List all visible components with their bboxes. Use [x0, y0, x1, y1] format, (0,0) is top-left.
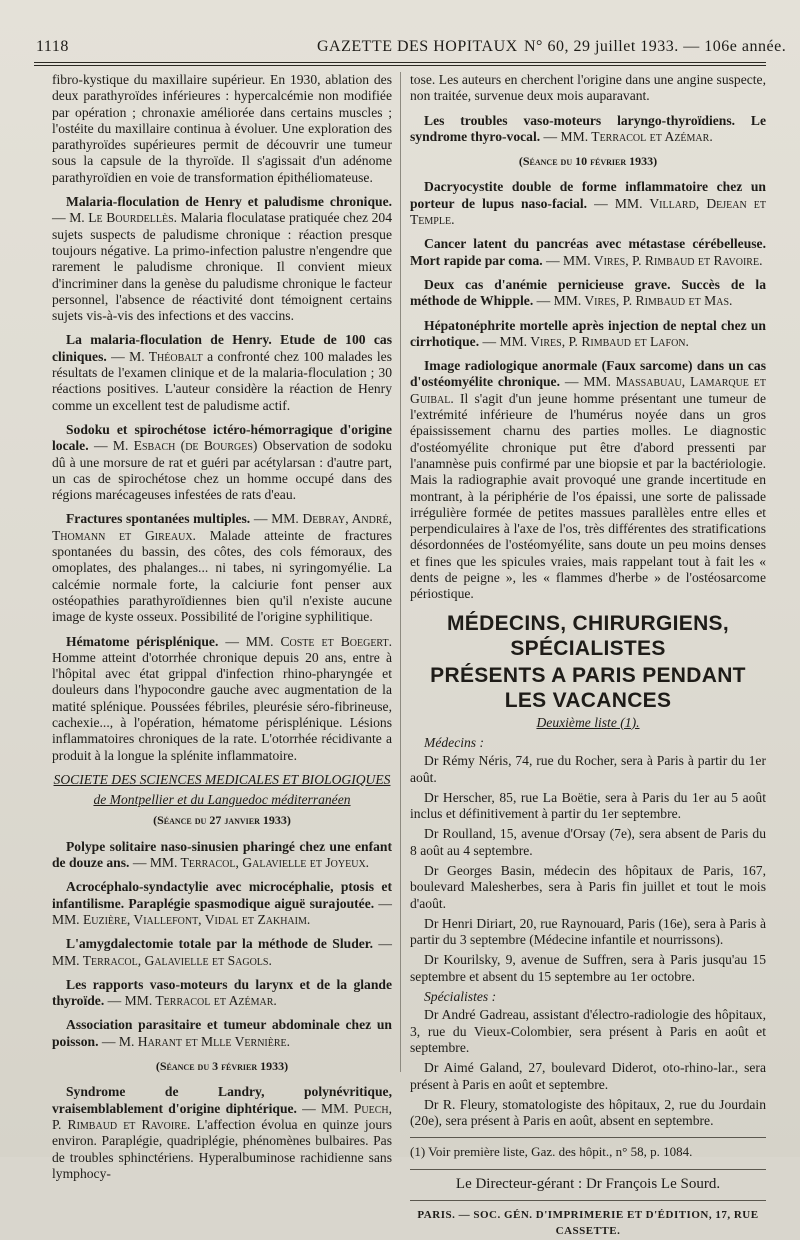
- report-entry: Image radiologique anormale (Faux sarcome) dans un cas d'ostéomyélite chronique. — MM. Massabuau, Lamarque et Guibal. Il s'agit d'un jeune homme présentant une tumeur de l'extrémité inférieure de l'humérus noyée dans un gros épaississement charnu des parties molles. Le diagnostic d'ostéomyélite chronique put être d'abord pressenti par l'anamnèse puis confirmé par une biopsie et par la bactériologie. Mais la radiographie avait provoqué une grande incertitude en montrant, à la périphérie de l'os épaissi, une sorte de palissade irrégulière formée de petites massues parallèles entre elles et perpendiculaires à l'axe de l'os, très différentes des stratifications désordonnées de l'ostéomyélite, sans doute un peu moins denses et fines que les spicules vraies, mais rappelant tout à fait les « dents de peigne », les « flammes d'herbe » de l'ostéosarcome périostique.: [410, 358, 767, 602]
- category-specialistes: Spécialistes :: [424, 989, 497, 1005]
- page-number: 1118: [36, 38, 69, 55]
- specialist-entry: Dr Aimé Galand, 27, boulevard Diderot, oto-rhino-lar., sera présent à Paris en août et septembre.: [410, 1060, 766, 1092]
- list-number: Deuxième liste (1).: [536, 714, 640, 730]
- entry-body: Malade atteinte de fractures spontanées du bassin, des côtes, des cols fémoraux, des omoplates, des phalanges... ni tabes, ni syringomyélie. La calcémie normale forte, la calciurie font penser aux ostéopathies parathyroïdiennes bien qu'il n'existe aucune image de kyste osseux. Possibilité de l'origine syphilitique.: [52, 527, 392, 625]
- specialist-entry: Dr R. Fleury, stomatologiste des hôpitaux, 2, rue du Jourdain (20e), sera présent à Paris en août, absent en septembre.: [410, 1096, 766, 1129]
- report-entry: Dacryocystite double de forme inflammatoire chez un porteur de lupus naso-facial. — MM. Villard, Dejean et Temple.: [410, 179, 767, 228]
- entry-title: Cancer latent du pancréas avec métastase cérébelleuse. Mort rapide par coma.: [410, 236, 766, 268]
- doctor-entry: Dr Henri Diriart, 20, rue Raynouard, Paris (16e), sera à Paris à partir du 3 septembre (Médecine infantile et nourrissons).: [410, 915, 766, 948]
- entry-title: Sodoku et spirochétose ictéro-hémorragique d'origine locale.: [52, 421, 392, 454]
- doctor-entry: Dr Kourilsky, 9, avenue de Suffren, sera à Paris jusqu'au 15 septembre et absent du 15 septembre au 1er octobre.: [410, 952, 766, 984]
- report-entry: Syndrome de Landry, polynévritique, vraisemblablement d'origine diphtérique. — MM. Puech, P. Rimbaud et Ravoire. L'affection évolua en quinze jours environ. Paraplégie, quadriplégie, phénomènes bulbaires. Pas de troubles sphinctériens. Hyperalbuminose rachidienne sans lymphocy-: [52, 1084, 393, 1181]
- report-entry: La malaria-floculation de Henry. Etude de 100 cas cliniques. — M. Théobalt a confronté chez 100 malades les résultats de l'examen clinique et de la malaria-floculation ; 30 réactions positives. L'auteur considère la réaction de Henry comme un excellent test de paludisme actif.: [52, 332, 393, 413]
- entry-authors: M. Le Bourdellès.: [69, 210, 178, 226]
- vacation-list-heading: MÉDECINS, CHIRURGIENS, SPÉCIALISTES: [447, 611, 729, 660]
- report-entry: Acrocéphalo-syndactylie avec microcéphalie, ptosis et infantilisme. Paraplégie spasmodique aiguë surajoutée. — MM. Euzière, Viallefont, Vidal et Zakhaim.: [52, 879, 392, 927]
- entry-authors: MM. Terracol, Galavielle et Joyeux.: [149, 855, 370, 871]
- entry-title: Les rapports vaso-moteurs du larynx et de la glande thyroïde.: [52, 976, 392, 1009]
- entry-authors: MM. Debray, André, Thomann et Gireaux.: [52, 511, 393, 543]
- issue-info: N° 60, 29 juillet 1933. — 106e année.: [524, 38, 787, 55]
- society-title: SOCIETE DES SCIENCES MEDICALES ET BIOLOGIQUES: [53, 771, 391, 787]
- entry-title: Les troubles vaso-moteurs laryngo-thyroïdiens. Le syndrome thyro-vocal.: [410, 112, 766, 144]
- entry-title: Polype solitaire naso-sinusien pharingé chez une enfant de douze ans.: [52, 838, 392, 871]
- entry-body: Il s'agit d'un jeune homme présentant une tumeur de l'extrémité inférieure de l'humérus noyée dans un gros épaississement charnu des parties molles. Le diagnostic d'ostéomyélite chronique put être d'abord pressenti par l'anamnèse puis confirmé par une biopsie et par la bactériologie. Mais la radiographie avait provoqué une grande incertitude en montrant, à la périphérie de l'os épaissi, une sorte de palissade irrégulière formée de petites massues parallèles entre elles et perpendiculaires à l'axe de l'os, très différentes des stratifications désordonnées de l'ostéomyélite, sans doute un peu moins denses et fines que les spicules vraies, mais rappelant tout à fait les « dents de peigne », les « flammes d'herbe » de l'ostéosarcome périostique.: [410, 390, 766, 602]
- entry-title: Image radiologique anormale (Faux sarcome) dans un cas d'ostéomyélite chronique.: [410, 358, 766, 390]
- entry-body: Observation de sodoku dû à une morsure de rat et guéri par acétylarsan : d'autre part, un cas de spirochétose chez un homme occupé dans des régions marécageuses infestées de rats d'eau.: [52, 438, 392, 503]
- entry-body: Homme atteint d'otorrhée chronique depuis 20 ans, entre à l'hôpital avec état grippal d'infection rhino-pharyngée et douleurs dans l'hypocondre gauche avec augmentation de la matité splénique. Poussées fébriles, pleurésie séro-fibrineuse, cachexie..., à l'opération, hématome périsplénique. Lésions inflammatoires chroniques de la rate. L'otorrhée récidivante a produit à la longue la splénite inflammatoire.: [52, 649, 392, 763]
- entry-title: L'amygdalectomie totale par la méthode de Sluder.: [66, 936, 373, 952]
- category-medecins: Médecins :: [424, 734, 485, 750]
- entry-authors: MM. Puech, P. Rimbaud et Ravoire.: [52, 1100, 392, 1132]
- header-rule: [34, 62, 766, 66]
- continued-paragraph: fibro-kystique du maxillaire supérieur. En 1930, ablation des deux parathyroïdes inférieures : hypercalcémie non modifiée par opération ; chronaxie améliorée dans certains muscles ; l'ostéite du maxillaire continua à évoluer. Une exploration des parathyroïdes supérieures permit de découvrir une tumeur sous la capsule de la thyroïde. Il s'agissait d'un adénome parathyroïdien en voie de transformation épithéliomateuse.: [52, 72, 392, 185]
- report-entry: L'amygdalectomie totale par la méthode de Sluder. — MM. Terracol, Galavielle et Sagols.: [52, 936, 392, 968]
- entry-authors: MM. Massabuau, Lamarque et Guibal.: [410, 374, 767, 406]
- entry-authors: MM. Terracol, Galavielle et Sagols.: [52, 952, 272, 968]
- report-entry: Sodoku et spirochétose ictéro-hémorragique d'origine locale. — M. Esbach (de Bourges) Observation de sodoku dû à une morsure de rat et guéri par acétylarsan : d'autre part, un cas de spirochétose chez un homme occupé dans des régions marécageuses infestées de rats d'eau.: [52, 421, 392, 503]
- entry-title: Syndrome de Landry, polynévritique, vraisemblablement d'origine diphtérique.: [52, 1084, 392, 1116]
- entry-authors: M. Harant et Mlle Vernière.: [118, 1033, 291, 1049]
- entry-title: Deux cas d'anémie pernicieuse grave. Succès de la méthode de Whipple.: [410, 276, 766, 309]
- entry-title: Hématome périsplénique.: [66, 633, 219, 649]
- society-subtitle: de Montpellier et du Languedoc méditerranéen: [93, 792, 351, 808]
- doctor-entry: Dr Roulland, 15, avenue d'Orsay (7e), sera absent de Paris du 8 août au 4 septembre.: [410, 826, 766, 858]
- continued-paragraph: tose. Les auteurs en cherchent l'origine dans une angine suspecte, non traitée, survenue deux mois auparavant.: [410, 72, 766, 104]
- entry-authors: MM. Euzière, Viallefont, Vidal et Zakhaim.: [52, 911, 311, 927]
- entry-authors: M. Théobalt: [129, 348, 203, 364]
- entry-body: a confronté chez 100 malades les résultats de l'examen clinique et de la malaria-floculation ; 30 réactions positives. L'auteur considère la réaction de Henry comme un excellent test de paludisme actif.: [52, 348, 393, 413]
- journal-title: GAZETTE DES HOPITAUX: [317, 38, 518, 55]
- footnote: (1) Voir première liste, Gaz. des hôpit., n° 58, p. 1084.: [410, 1144, 693, 1160]
- entry-authors: MM. Coste et Boegert.: [245, 633, 393, 649]
- specialist-entry: Dr André Gadreau, assistant d'électro-radiologie des hôpitaux, 3, rue du Vieux-Colombier, sera présent à Paris en août et septembre.: [410, 1007, 766, 1055]
- entry-title: Fractures spontanées multiples.: [66, 511, 251, 527]
- column-divider: [400, 72, 401, 1072]
- printer-line: PARIS. — SOC. GÉN. D'IMPRIMERIE ET D'ÉDITION, 17, RUE CASSETTE.: [417, 1209, 759, 1238]
- report-entry: Association parasitaire et tumeur abdominale chez un poisson. — M. Harant et Mlle Vernière.: [52, 1017, 392, 1049]
- printer-rule: [410, 1200, 766, 1201]
- entry-title: Dacryocystite double de forme inflammatoire chez un porteur de lupus naso-facial.: [410, 179, 766, 211]
- director-rule: [410, 1169, 766, 1170]
- page-header: [34, 38, 787, 60]
- report-entry: Polype solitaire naso-sinusien pharingé chez une enfant de douze ans. — MM. Terracol, Galavielle et Joyeux.: [52, 838, 392, 871]
- report-entry: Hépatonéphrite mortelle après injection de neptal chez un cirrhotique. — MM. Vires, P. Rimbaud et Lafon.: [410, 317, 766, 349]
- report-entry: Cancer latent du pancréas avec métastase cérébelleuse. Mort rapide par coma. — MM. Vires, P. Rimbaud et Ravoire.: [410, 236, 766, 268]
- session-date: (Séance du 10 février 1933): [518, 154, 658, 169]
- report-entry: Deux cas d'anémie pernicieuse grave. Succès de la méthode de Whipple. — MM. Vires, P. Rimbaud et Mas.: [410, 276, 766, 309]
- entry-authors: M. Esbach (de Bourges): [112, 438, 258, 454]
- doctor-entry: Dr Rémy Néris, 74, rue du Rocher, sera à Paris à partir du 1er août.: [410, 753, 766, 785]
- entry-title: Association parasitaire et tumeur abdominale chez un poisson.: [52, 1017, 392, 1049]
- entry-title: Acrocéphalo-syndactylie avec microcéphalie, ptosis et infantilisme. Paraplégie spasmodique aiguë surajoutée.: [52, 879, 392, 911]
- entry-body: L'affection évolua en quinze jours environ. Paraplégie, quadriplégie, phénomènes bulbaires. Pas de troubles sphinctériens. Hyperalbuminose rachidienne sans lymphocy-: [52, 1116, 393, 1181]
- director-line: Le Directeur-gérant : Dr François Le Sourd.: [455, 1175, 721, 1192]
- report-entry: Fractures spontanées multiples. — MM. Debray, André, Thomann et Gireaux. Malade atteinte de fractures spontanées du bassin, des côtes, des cols fémoraux, des omoplates, des phalanges... ni tabes, ni syringomyélie. La calcémie normale forte, la calciurie font penser aux ostéopathies parathyroïdiennes bien qu'il n'existe aucune image de kyste osseux. Possibilité de l'origine syphilitique.: [52, 511, 393, 625]
- report-entry: Hématome périsplénique. — MM. Coste et Boegert. Homme atteint d'otorrhée chronique depuis 20 ans, entre à l'hôpital avec état grippal d'infection rhino-pharyngée et douleurs dans l'hypocondre gauche avec augmentation de la matité splénique. Poussées fébriles, pleurésie séro-fibrineuse, cachexie..., à l'opération, hématome périsplénique. Lésions inflammatoires chroniques de la rate. L'otorrhée récidivante a produit à la longue la splénite inflammatoire.: [52, 633, 393, 763]
- session-date: (Séance du 3 février 1933): [155, 1059, 289, 1074]
- entry-authors: MM. Villard, Dejean et Temple.: [410, 195, 767, 228]
- doctor-entry: Dr Herscher, 85, rue La Boëtie, sera à Paris du 1er au 5 août inclus et définitivement à partir du 1er septembre.: [410, 789, 766, 822]
- report-entry: Malaria-floculation de Henry et paludisme chronique. — M. Le Bourdellès. Malaria floculatase pratiquée chez 204 sujets suspects de paludisme chronique : réaction presque toujours négative. La primo-infection palustre n'engendre que rarement le paludisme chronique. Il convient mieux d'incriminer dans la genèse du paludisme chronique le facteur personnel, l'absence de réactivité dont témoignent certains sujets vis-à-vis des infections et des vaccins.: [52, 194, 392, 324]
- report-entry: Les rapports vaso-moteurs du larynx et de la glande thyroïde. — MM. Terracol et Azémar.: [52, 976, 392, 1009]
- entry-authors: MM. Vires, P. Rimbaud et Lafon.: [499, 333, 689, 349]
- entry-body: Malaria floculatase pratiquée chez 204 sujets suspects de paludisme chronique : réaction presque toujours négative. La primo-infection palustre n'engendre que rarement le paludisme chronique. Il convient mieux d'incriminer dans la genèse du paludisme chronique le facteur personnel, l'absence de réactivité dont témoignent certains sujets vis-à-vis des infections et des vaccins.: [52, 210, 392, 324]
- vacation-list-subheading: PRÉSENTS A PARIS PENDANT LES VACANCES: [430, 663, 746, 712]
- footnote-rule: [410, 1137, 766, 1138]
- entry-title: Malaria-floculation de Henry et paludisme chronique.: [66, 194, 392, 210]
- doctor-entry: Dr Georges Basin, médecin des hôpitaux de Paris, 167, boulevard Malesherbes, sera à Paris fin juillet et tout le mois d'août.: [410, 862, 766, 911]
- entry-title: Hépatonéphrite mortelle après injection de neptal chez un cirrhotique.: [410, 317, 766, 349]
- entry-authors: MM. Vires, P. Rimbaud et Ravoire.: [563, 252, 763, 268]
- entry-authors: MM. Terracol et Azémar.: [560, 128, 713, 144]
- right-column: [410, 72, 767, 1238]
- report-entry: Les troubles vaso-moteurs laryngo-thyroïdiens. Le syndrome thyro-vocal. — MM. Terracol et Azémar.: [410, 112, 766, 144]
- entry-title: La malaria-floculation de Henry. Etude de 100 cas cliniques.: [52, 332, 392, 364]
- left-column: [52, 72, 393, 1181]
- entry-authors: MM. Terracol et Azémar.: [124, 993, 277, 1009]
- session-date: (Séance du 27 janvier 1933): [153, 813, 291, 828]
- entry-authors: MM. Vires, P. Rimbaud et Mas.: [553, 293, 733, 309]
